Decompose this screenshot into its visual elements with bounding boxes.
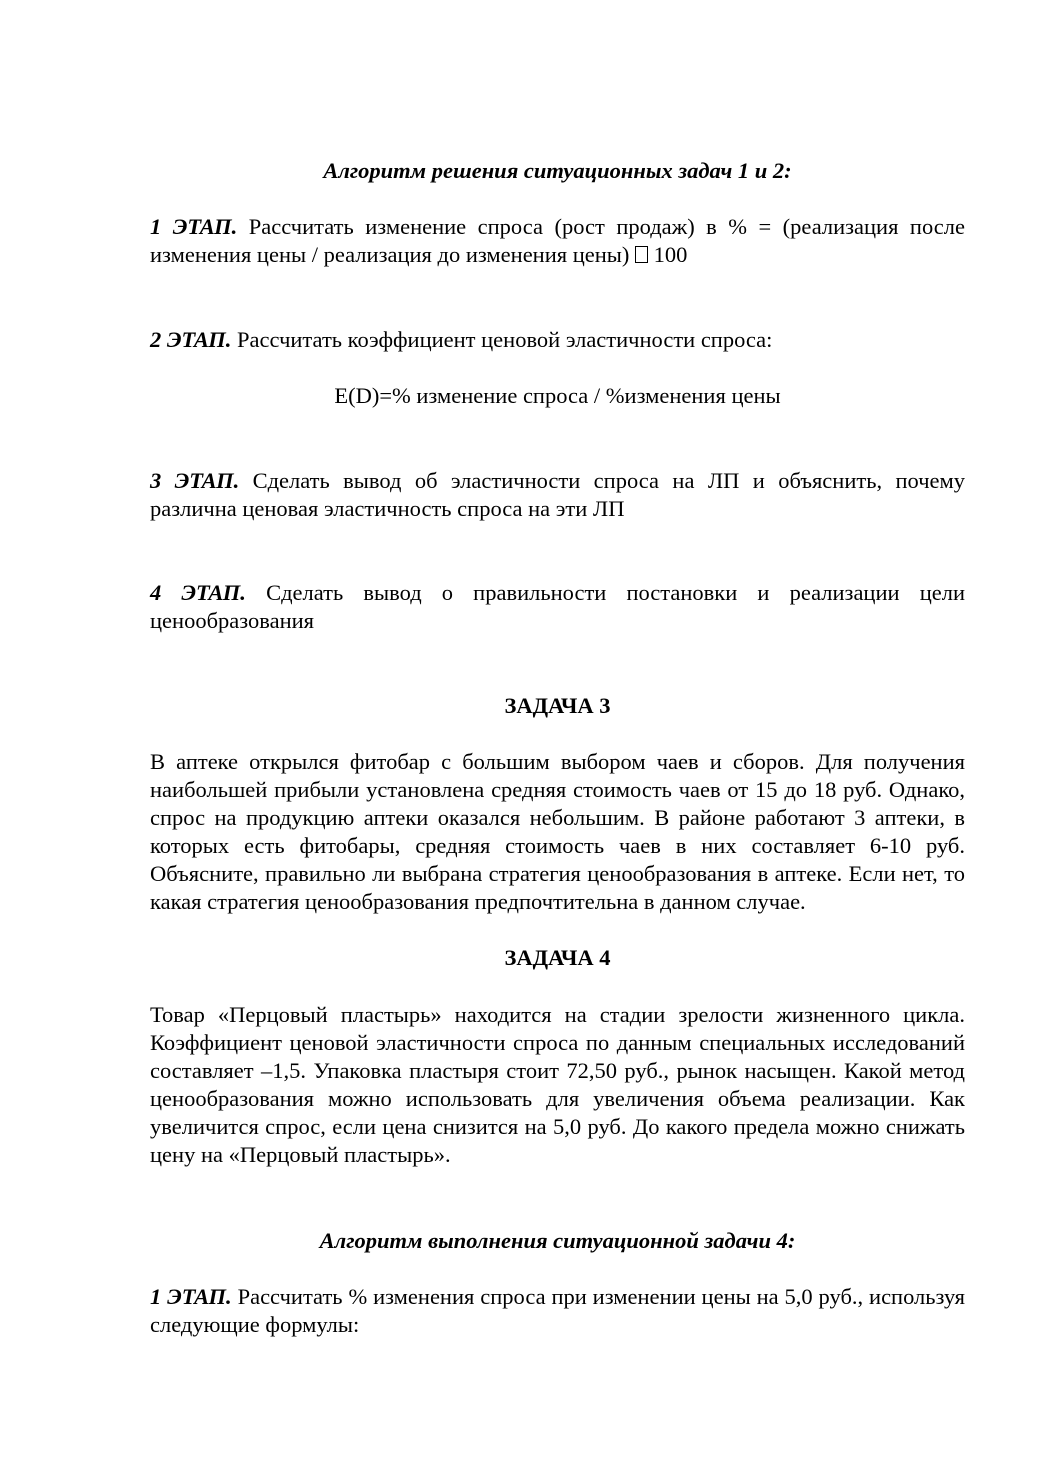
algorithm-4-heading: Алгоритм выполнения ситуационной задачи 4:: [319, 1228, 796, 1253]
step-label: 3 ЭТАП.: [150, 468, 240, 493]
algorithm-1-step-3: [150, 467, 965, 523]
step-label: 4 ЭТАП.: [150, 580, 246, 605]
step-label: 2 ЭТАП.: [150, 327, 232, 352]
step-text: Рассчитать изменение спроса (рост продаж) в % = (реализация после изменения цены / реализация до изменения цены): [150, 214, 965, 267]
step-text-end: 100: [648, 242, 688, 267]
task-3-heading: ЗАДАЧА 3: [504, 693, 611, 718]
step-text: Рассчитать % изменения спроса при изменении цены на 5,0 руб., используя следующие формулы:: [150, 1284, 965, 1337]
algorithm-1-step-1: [150, 213, 965, 269]
missing-glyph-icon: [635, 246, 648, 263]
step-label: 1 ЭТАП.: [150, 1284, 232, 1309]
step-text: Сделать вывод об эластичности спроса на ЛП и объяснить, почему различна ценовая эластичность спроса на эти ЛП: [150, 468, 965, 521]
algorithm-1-step-4: [150, 579, 965, 635]
task-4-text: Товар «Перцовый пластырь» находится на стадии зрелости жизненного цикла. Коэффициент ценовой эластичности спроса по данным специальных исследований составляет –1,5. Упаковка пластыря стоит 72,50 руб., рынок насыщен. Какой метод ценообразования можно использовать для увеличения объема реализации. Как увеличится спрос, если цена снизится на 5,0 руб. До какого предела можно снижать цену на «Перцовый пластырь».: [150, 1002, 965, 1167]
step-text: Сделать вывод о правильности постановки и реализации цели ценообразования: [150, 580, 965, 633]
task-3-text: В аптеке открылся фитобар с большим выбором чаев и сборов. Для получения наибольшей прибыли установлена средняя стоимость чаев от 15 до 18 руб. Однако, спрос на продукцию аптеки оказался небольшим. В районе работают 3 аптеки, в которых есть фитобары, средняя стоимость чаев в них составляет 6-10 руб. Объясните, правильно ли выбрана стратегия ценообразования в аптеке. Если нет, то какая стратегия ценообразования предпочтительна в данном случае.: [150, 749, 965, 914]
algorithm-1-heading: Алгоритм решения ситуационных задач 1 и 2:: [323, 158, 792, 183]
elasticity-formula: E(D)=% изменение спроса / %изменения цены: [334, 383, 781, 408]
step-text: Рассчитать коэффициент ценовой эластичности спроса:: [231, 327, 773, 352]
task-4-heading: ЗАДАЧА 4: [504, 945, 611, 970]
algorithm-1-step-2: [150, 326, 965, 354]
step-label: 1 ЭТАП.: [150, 214, 238, 239]
algorithm-4-step-1: [150, 1283, 965, 1339]
